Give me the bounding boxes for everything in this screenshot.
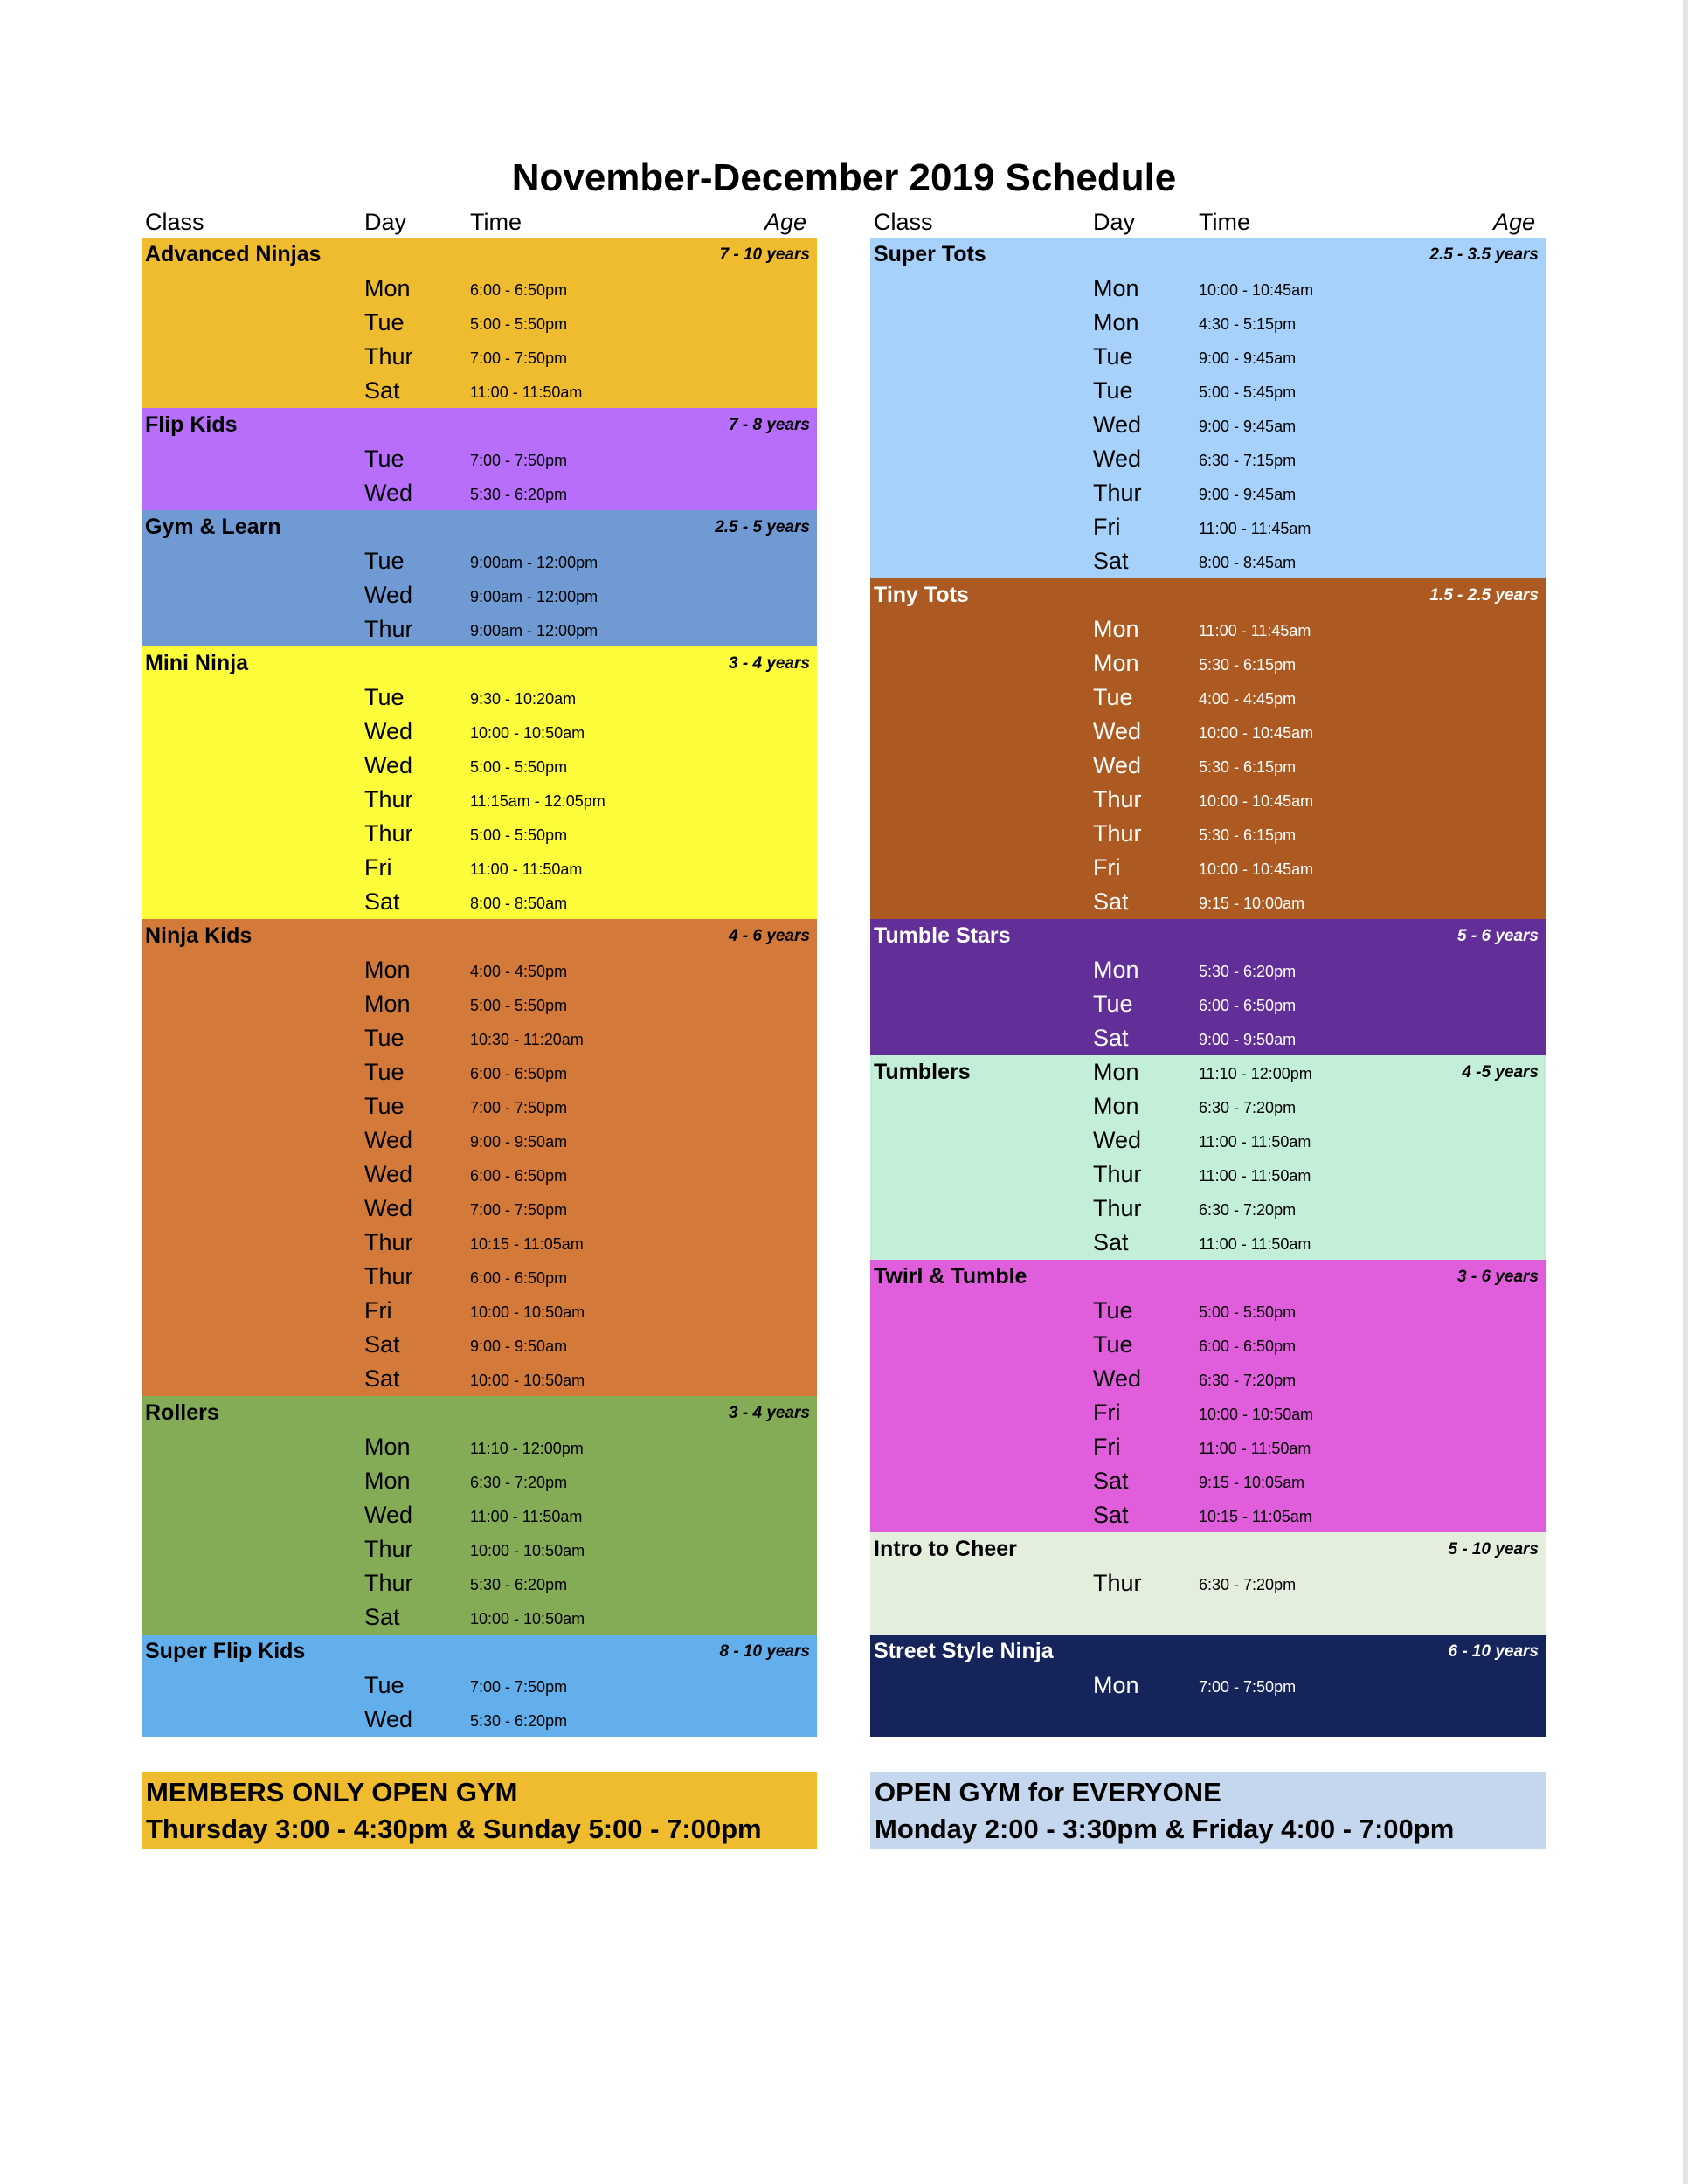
class-day: Tue bbox=[364, 1025, 405, 1051]
class-day: Fri bbox=[1093, 514, 1121, 540]
class-block bbox=[870, 1055, 1546, 1260]
class-time: 7:00 - 7:50pm bbox=[470, 349, 568, 367]
class-day: Thur bbox=[364, 1263, 413, 1289]
class-age-range: 5 - 6 years bbox=[1457, 927, 1539, 945]
schedule-row bbox=[870, 1021, 1546, 1055]
class-name: Intro to Cheer bbox=[874, 1537, 1017, 1561]
class-name: Rollers bbox=[145, 1400, 219, 1425]
members-open-gym-title: MEMBERS ONLY OPEN GYM bbox=[146, 1777, 518, 1807]
class-time: 11:00 - 11:50am bbox=[470, 860, 583, 878]
class-block bbox=[870, 238, 1546, 578]
schedule-row bbox=[870, 953, 1546, 987]
class-time: 11:00 - 11:45am bbox=[1199, 520, 1311, 537]
class-day: Fri bbox=[1093, 1434, 1121, 1460]
class-name: Super Tots bbox=[874, 242, 986, 266]
schedule-row bbox=[870, 681, 1546, 715]
class-time: 10:00 - 10:50am bbox=[470, 1610, 585, 1628]
schedule-row bbox=[142, 749, 817, 783]
class-header-row bbox=[142, 919, 817, 953]
class-time: 9:15 - 10:00am bbox=[1199, 895, 1305, 912]
class-time: 6:00 - 6:50pm bbox=[470, 281, 568, 299]
schedule-row bbox=[142, 1158, 817, 1192]
class-day: Sat bbox=[1093, 1502, 1129, 1528]
class-day: Thur bbox=[1093, 480, 1142, 506]
schedule-row bbox=[142, 306, 817, 340]
class-day: Thur bbox=[364, 616, 413, 642]
class-time: 7:00 - 7:50pm bbox=[470, 1099, 568, 1116]
class-day: Sat bbox=[1093, 1229, 1129, 1255]
schedule-row bbox=[142, 272, 817, 306]
schedule-row bbox=[870, 885, 1546, 919]
class-day: Wed bbox=[364, 752, 413, 778]
class-day: Wed bbox=[364, 1502, 413, 1528]
class-day: Sat bbox=[364, 1604, 400, 1630]
class-day: Wed bbox=[364, 1127, 413, 1153]
class-day: Thur bbox=[364, 343, 413, 370]
class-header-row bbox=[870, 919, 1546, 953]
class-header-row bbox=[142, 408, 817, 442]
class-day: Tue bbox=[364, 446, 405, 472]
column-header bbox=[142, 206, 817, 238]
class-header-row bbox=[870, 1055, 1546, 1089]
class-name: Tumblers bbox=[874, 1060, 971, 1084]
class-age-range: 7 - 8 years bbox=[729, 416, 810, 434]
class-day: Tue bbox=[1093, 377, 1133, 404]
schedule-row bbox=[142, 1703, 817, 1737]
class-time: 5:30 - 6:15pm bbox=[1199, 656, 1297, 674]
header-day: Day bbox=[1093, 209, 1136, 235]
schedule-row bbox=[870, 783, 1546, 817]
class-time: 9:00 - 9:50am bbox=[470, 1133, 568, 1151]
class-day: Thur bbox=[364, 1570, 413, 1596]
class-time: 10:00 - 10:50am bbox=[470, 1542, 585, 1559]
class-time: 10:00 - 10:45am bbox=[1199, 792, 1314, 810]
class-time: 9:00am - 12:00pm bbox=[470, 554, 598, 571]
class-block bbox=[142, 510, 817, 646]
schedule-row bbox=[142, 476, 817, 510]
schedule-row bbox=[870, 1192, 1546, 1226]
class-day: Sat bbox=[364, 888, 400, 915]
class-day: Tue bbox=[364, 309, 405, 335]
class-day: Wed bbox=[364, 582, 413, 608]
class-day: Sat bbox=[364, 377, 400, 404]
class-time: 6:30 - 7:20pm bbox=[1199, 1099, 1297, 1116]
class-time: 5:30 - 6:20pm bbox=[470, 486, 568, 503]
class-name: Advanced Ninjas bbox=[145, 242, 322, 266]
class-time: 6:30 - 7:20pm bbox=[470, 1474, 568, 1491]
class-day: Tue bbox=[364, 1093, 405, 1119]
class-day: Mon bbox=[364, 991, 411, 1017]
class-time: 6:30 - 7:15pm bbox=[1199, 452, 1297, 469]
class-day: Fri bbox=[364, 1297, 392, 1324]
schedule-row bbox=[870, 1566, 1546, 1600]
right-schedule-column bbox=[870, 206, 1546, 1737]
class-time: 10:00 - 10:50am bbox=[470, 1372, 585, 1389]
class-day: Sat bbox=[1093, 1468, 1129, 1494]
class-time: 10:00 - 10:50am bbox=[470, 724, 585, 742]
schedule-row bbox=[142, 681, 817, 715]
class-day: Tue bbox=[1093, 1331, 1133, 1358]
class-time: 9:00 - 9:50am bbox=[1199, 1031, 1297, 1048]
class-time: 10:00 - 10:45am bbox=[1199, 724, 1314, 742]
schedule-row bbox=[870, 1430, 1546, 1464]
header-class: Class bbox=[874, 209, 933, 235]
class-day: Wed bbox=[364, 1706, 413, 1732]
class-day: Mon bbox=[1093, 309, 1139, 335]
schedule-row bbox=[870, 1089, 1546, 1123]
class-time: 4:30 - 5:15pm bbox=[1199, 315, 1297, 333]
class-time: 5:00 - 5:45pm bbox=[1199, 384, 1297, 401]
class-day: Tue bbox=[364, 548, 405, 574]
class-block bbox=[870, 1260, 1546, 1532]
schedule-row bbox=[870, 715, 1546, 749]
class-header-row bbox=[142, 238, 817, 272]
schedule-row bbox=[142, 1328, 817, 1362]
class-time: 7:00 - 7:50pm bbox=[1199, 1678, 1297, 1696]
class-name: Tumble Stars bbox=[874, 923, 1011, 948]
class-header-row bbox=[142, 646, 817, 681]
class-day: Thur bbox=[1093, 1161, 1142, 1187]
schedule-row bbox=[142, 783, 817, 817]
class-day: Wed bbox=[1093, 752, 1142, 778]
schedule-row bbox=[142, 442, 817, 476]
class-age-range: 3 - 4 years bbox=[729, 654, 810, 673]
schedule-row bbox=[870, 646, 1546, 681]
class-time: 10:30 - 11:20am bbox=[470, 1031, 584, 1048]
class-time: 9:15 - 10:05am bbox=[1199, 1474, 1305, 1491]
left-class-list bbox=[142, 238, 817, 1737]
schedule-row bbox=[142, 1532, 817, 1566]
schedule-row bbox=[142, 1566, 817, 1600]
schedule-row bbox=[870, 544, 1546, 578]
class-day: Thur bbox=[364, 820, 413, 847]
class-time: 11:00 - 11:45am bbox=[1199, 622, 1311, 639]
class-time: 11:00 - 11:50am bbox=[1199, 1235, 1311, 1253]
members-open-gym-box bbox=[142, 1772, 817, 1849]
class-time: 11:00 - 11:50am bbox=[470, 1508, 583, 1525]
schedule-row bbox=[870, 1226, 1546, 1260]
schedule-row bbox=[870, 442, 1546, 476]
class-day: Mon bbox=[1093, 1059, 1139, 1085]
class-block bbox=[870, 919, 1546, 1055]
class-name: Tiny Tots bbox=[874, 583, 969, 607]
class-time: 10:15 - 11:05am bbox=[1199, 1508, 1312, 1525]
schedule-row bbox=[870, 817, 1546, 851]
schedule-row bbox=[142, 1123, 817, 1158]
class-time: 6:00 - 6:50pm bbox=[470, 1065, 568, 1082]
class-time: 5:00 - 5:50pm bbox=[470, 315, 568, 333]
header-time: Time bbox=[1199, 209, 1250, 235]
class-day: Mon bbox=[1093, 650, 1139, 676]
blank-row bbox=[870, 1600, 1546, 1635]
schedule-row bbox=[142, 544, 817, 578]
class-block bbox=[870, 1635, 1546, 1737]
class-time: 9:00am - 12:00pm bbox=[470, 622, 598, 639]
class-time: 5:30 - 6:15pm bbox=[1199, 758, 1297, 776]
class-header-row bbox=[870, 238, 1546, 272]
schedule-row bbox=[142, 1260, 817, 1294]
schedule-row bbox=[142, 1430, 817, 1464]
class-name: Gym & Learn bbox=[145, 515, 281, 539]
class-age-range: 4 - 6 years bbox=[729, 927, 810, 945]
class-time: 9:00am - 12:00pm bbox=[470, 588, 598, 605]
class-time: 11:00 - 11:50am bbox=[470, 384, 583, 401]
class-day: Mon bbox=[1093, 1672, 1139, 1698]
schedule-row bbox=[870, 1158, 1546, 1192]
class-time: 11:10 - 12:00pm bbox=[1199, 1065, 1312, 1082]
header-class: Class bbox=[145, 209, 204, 235]
class-block bbox=[870, 1532, 1546, 1635]
schedule-row bbox=[142, 987, 817, 1021]
class-day: Wed bbox=[364, 1161, 413, 1187]
schedule-row bbox=[870, 1123, 1546, 1158]
schedule-row bbox=[870, 612, 1546, 646]
class-day: Thur bbox=[1093, 1195, 1142, 1221]
page-title: November-December 2019 Schedule bbox=[511, 156, 1177, 199]
class-day: Wed bbox=[1093, 446, 1142, 472]
schedule-row bbox=[870, 987, 1546, 1021]
class-age-range: 2.5 - 5 years bbox=[715, 518, 810, 536]
class-time: 5:30 - 6:20pm bbox=[470, 1712, 568, 1730]
class-day: Thur bbox=[364, 786, 413, 812]
schedule-row bbox=[870, 1328, 1546, 1362]
schedule-row bbox=[142, 1021, 817, 1055]
schedule-row bbox=[870, 272, 1546, 306]
class-day: Thur bbox=[1093, 820, 1142, 847]
class-day: Sat bbox=[1093, 1025, 1129, 1051]
class-time: 9:00 - 9:45am bbox=[1199, 418, 1297, 435]
class-age-range: 5 - 10 years bbox=[1448, 1540, 1539, 1559]
schedule-row bbox=[142, 1464, 817, 1498]
schedule-row bbox=[142, 953, 817, 987]
class-block bbox=[142, 1396, 817, 1635]
class-day: Thur bbox=[1093, 1570, 1142, 1596]
class-time: 6:30 - 7:20pm bbox=[1199, 1372, 1297, 1389]
schedule-row bbox=[142, 1498, 817, 1532]
class-time: 11:00 - 11:50am bbox=[1199, 1133, 1311, 1151]
class-time: 7:00 - 7:50pm bbox=[470, 452, 568, 469]
class-time: 7:00 - 7:50pm bbox=[470, 1201, 568, 1219]
class-time: 10:00 - 10:50am bbox=[470, 1303, 585, 1321]
class-day: Mon bbox=[364, 1434, 411, 1460]
schedule-row bbox=[142, 715, 817, 749]
schedule-row bbox=[870, 340, 1546, 374]
members-open-gym-times: Thursday 3:00 - 4:30pm & Sunday 5:00 - 7:00pm bbox=[146, 1814, 762, 1844]
class-time: 6:00 - 6:50pm bbox=[470, 1167, 568, 1185]
class-block bbox=[142, 1635, 817, 1737]
class-header-row bbox=[142, 1396, 817, 1430]
class-day: Mon bbox=[364, 1468, 411, 1494]
schedule-row bbox=[142, 1055, 817, 1089]
class-time: 5:00 - 5:50pm bbox=[470, 826, 568, 844]
class-header-row bbox=[870, 1260, 1546, 1294]
right-class-list bbox=[870, 238, 1546, 1737]
class-day: Sat bbox=[1093, 548, 1129, 574]
class-day: Thur bbox=[364, 1229, 413, 1255]
class-day: Wed bbox=[364, 1195, 413, 1221]
class-header-row bbox=[870, 1635, 1546, 1669]
class-day: Mon bbox=[1093, 1093, 1139, 1119]
class-time: 5:00 - 5:50pm bbox=[1199, 1303, 1297, 1321]
class-age-range: 2.5 - 3.5 years bbox=[1429, 245, 1539, 264]
class-time: 10:15 - 11:05am bbox=[470, 1235, 584, 1253]
schedule-row bbox=[870, 476, 1546, 510]
schedule-row bbox=[870, 1498, 1546, 1532]
class-age-range: 3 - 6 years bbox=[1457, 1268, 1539, 1286]
class-time: 7:00 - 7:50pm bbox=[470, 1678, 568, 1696]
header-time: Time bbox=[470, 209, 522, 235]
class-time: 6:00 - 6:50pm bbox=[1199, 1337, 1297, 1355]
everyone-open-gym-box bbox=[870, 1772, 1546, 1849]
class-block bbox=[870, 578, 1546, 919]
class-block bbox=[142, 408, 817, 510]
class-block bbox=[142, 238, 817, 408]
class-day: Tue bbox=[1093, 991, 1133, 1017]
schedule-row bbox=[870, 1669, 1546, 1703]
everyone-open-gym-title: OPEN GYM for EVERYONE bbox=[875, 1777, 1221, 1807]
class-time: 8:00 - 8:45am bbox=[1199, 554, 1297, 571]
class-name: Twirl & Tumble bbox=[874, 1264, 1027, 1289]
everyone-open-gym-times: Monday 2:00 - 3:30pm & Friday 4:00 - 7:00pm bbox=[875, 1814, 1455, 1844]
class-time: 9:00 - 9:45am bbox=[1199, 349, 1297, 367]
class-day: Fri bbox=[364, 854, 392, 881]
class-name: Ninja Kids bbox=[145, 923, 253, 948]
schedule-row bbox=[142, 1669, 817, 1703]
schedule-row bbox=[870, 851, 1546, 885]
schedule-row bbox=[870, 374, 1546, 408]
class-time: 10:00 - 10:45am bbox=[1199, 281, 1314, 299]
class-name: Street Style Ninja bbox=[874, 1639, 1054, 1663]
class-day: Mon bbox=[1093, 616, 1139, 642]
class-day: Wed bbox=[364, 718, 413, 744]
column-header bbox=[870, 206, 1546, 238]
class-day: Tue bbox=[1093, 684, 1133, 710]
class-time: 11:15am - 12:05pm bbox=[470, 792, 605, 810]
class-time: 5:30 - 6:15pm bbox=[1199, 826, 1297, 844]
schedule-row bbox=[142, 374, 817, 408]
class-time: 5:30 - 6:20pm bbox=[470, 1576, 568, 1593]
schedule-row bbox=[142, 817, 817, 851]
class-age-range: 7 - 10 years bbox=[719, 245, 810, 264]
header-day: Day bbox=[364, 209, 407, 235]
schedule-row bbox=[870, 408, 1546, 442]
class-age-range: 3 - 4 years bbox=[729, 1404, 810, 1422]
class-header-row bbox=[870, 1532, 1546, 1566]
class-day: Mon bbox=[1093, 957, 1139, 983]
class-day: Wed bbox=[1093, 718, 1142, 744]
schedule-row bbox=[142, 612, 817, 646]
class-day: Thur bbox=[364, 1536, 413, 1562]
class-day: Thur bbox=[1093, 786, 1142, 812]
schedule-row bbox=[142, 885, 817, 919]
schedule-row bbox=[870, 1396, 1546, 1430]
class-time: 5:30 - 6:20pm bbox=[1199, 963, 1297, 980]
class-day: Sat bbox=[364, 1331, 400, 1358]
class-time: 9:00 - 9:45am bbox=[1199, 486, 1297, 503]
class-day: Tue bbox=[364, 1059, 405, 1085]
schedule-row bbox=[870, 306, 1546, 340]
schedule-row bbox=[142, 1192, 817, 1226]
schedule-row bbox=[142, 1226, 817, 1260]
class-age-range: 6 - 10 years bbox=[1448, 1642, 1539, 1661]
header-age: Age bbox=[1492, 209, 1535, 235]
class-day: Tue bbox=[1093, 343, 1133, 370]
class-name: Mini Ninja bbox=[145, 651, 249, 675]
class-time: 10:00 - 10:50am bbox=[1199, 1406, 1314, 1423]
class-time: 6:30 - 7:20pm bbox=[1199, 1201, 1297, 1219]
schedule-row bbox=[870, 749, 1546, 783]
class-name: Super Flip Kids bbox=[145, 1639, 306, 1663]
schedule-row bbox=[142, 578, 817, 612]
class-day: Tue bbox=[364, 1672, 405, 1698]
class-header-row bbox=[870, 578, 1546, 612]
class-name: Flip Kids bbox=[145, 412, 238, 437]
schedule-row bbox=[142, 340, 817, 374]
class-time: 6:00 - 6:50pm bbox=[470, 1269, 568, 1287]
page-edge bbox=[1683, 0, 1688, 2184]
class-time: 9:00 - 9:50am bbox=[470, 1337, 568, 1355]
class-time: 6:30 - 7:20pm bbox=[1199, 1576, 1297, 1593]
schedule-row bbox=[870, 1464, 1546, 1498]
class-day: Wed bbox=[1093, 411, 1142, 438]
header-age: Age bbox=[764, 209, 806, 235]
class-day: Wed bbox=[1093, 1127, 1142, 1153]
schedule-row bbox=[870, 1294, 1546, 1328]
class-time: 5:00 - 5:50pm bbox=[470, 997, 568, 1014]
class-day: Mon bbox=[364, 957, 411, 983]
class-day: Wed bbox=[1093, 1365, 1142, 1392]
class-day: Fri bbox=[1093, 854, 1121, 881]
class-day: Tue bbox=[364, 684, 405, 710]
class-header-row bbox=[142, 1635, 817, 1669]
class-time: 11:10 - 12:00pm bbox=[470, 1440, 584, 1457]
schedule-row bbox=[142, 1294, 817, 1328]
blank-row bbox=[870, 1703, 1546, 1737]
class-age-range: 8 - 10 years bbox=[719, 1642, 810, 1661]
schedule-row bbox=[142, 1600, 817, 1635]
class-day: Sat bbox=[1093, 888, 1129, 915]
class-time: 5:00 - 5:50pm bbox=[470, 758, 568, 776]
class-day: Sat bbox=[364, 1365, 400, 1392]
class-age-range: 1.5 - 2.5 years bbox=[1429, 586, 1539, 605]
class-day: Fri bbox=[1093, 1400, 1121, 1426]
class-time: 9:30 - 10:20am bbox=[470, 690, 577, 708]
class-time: 6:00 - 6:50pm bbox=[1199, 997, 1297, 1014]
class-time: 10:00 - 10:45am bbox=[1199, 860, 1314, 878]
class-day: Wed bbox=[364, 480, 413, 506]
left-schedule-column bbox=[142, 206, 817, 1737]
schedule-row bbox=[870, 510, 1546, 544]
class-time: 11:00 - 11:50am bbox=[1199, 1440, 1311, 1457]
class-block bbox=[142, 646, 817, 919]
schedule-row bbox=[142, 1362, 817, 1396]
class-day: Mon bbox=[1093, 275, 1139, 301]
class-age-range: 4 -5 years bbox=[1462, 1063, 1539, 1082]
schedule-row bbox=[870, 1362, 1546, 1396]
class-time: 8:00 - 8:50am bbox=[470, 895, 568, 912]
schedule-row bbox=[142, 851, 817, 885]
class-block bbox=[142, 919, 817, 1396]
class-day: Mon bbox=[364, 275, 411, 301]
class-time: 4:00 - 4:45pm bbox=[1199, 690, 1297, 708]
class-header-row bbox=[142, 510, 817, 544]
schedule-row bbox=[142, 1089, 817, 1123]
class-day: Tue bbox=[1093, 1297, 1133, 1324]
class-time: 11:00 - 11:50am bbox=[1199, 1167, 1311, 1185]
class-time: 4:00 - 4:50pm bbox=[470, 963, 568, 980]
